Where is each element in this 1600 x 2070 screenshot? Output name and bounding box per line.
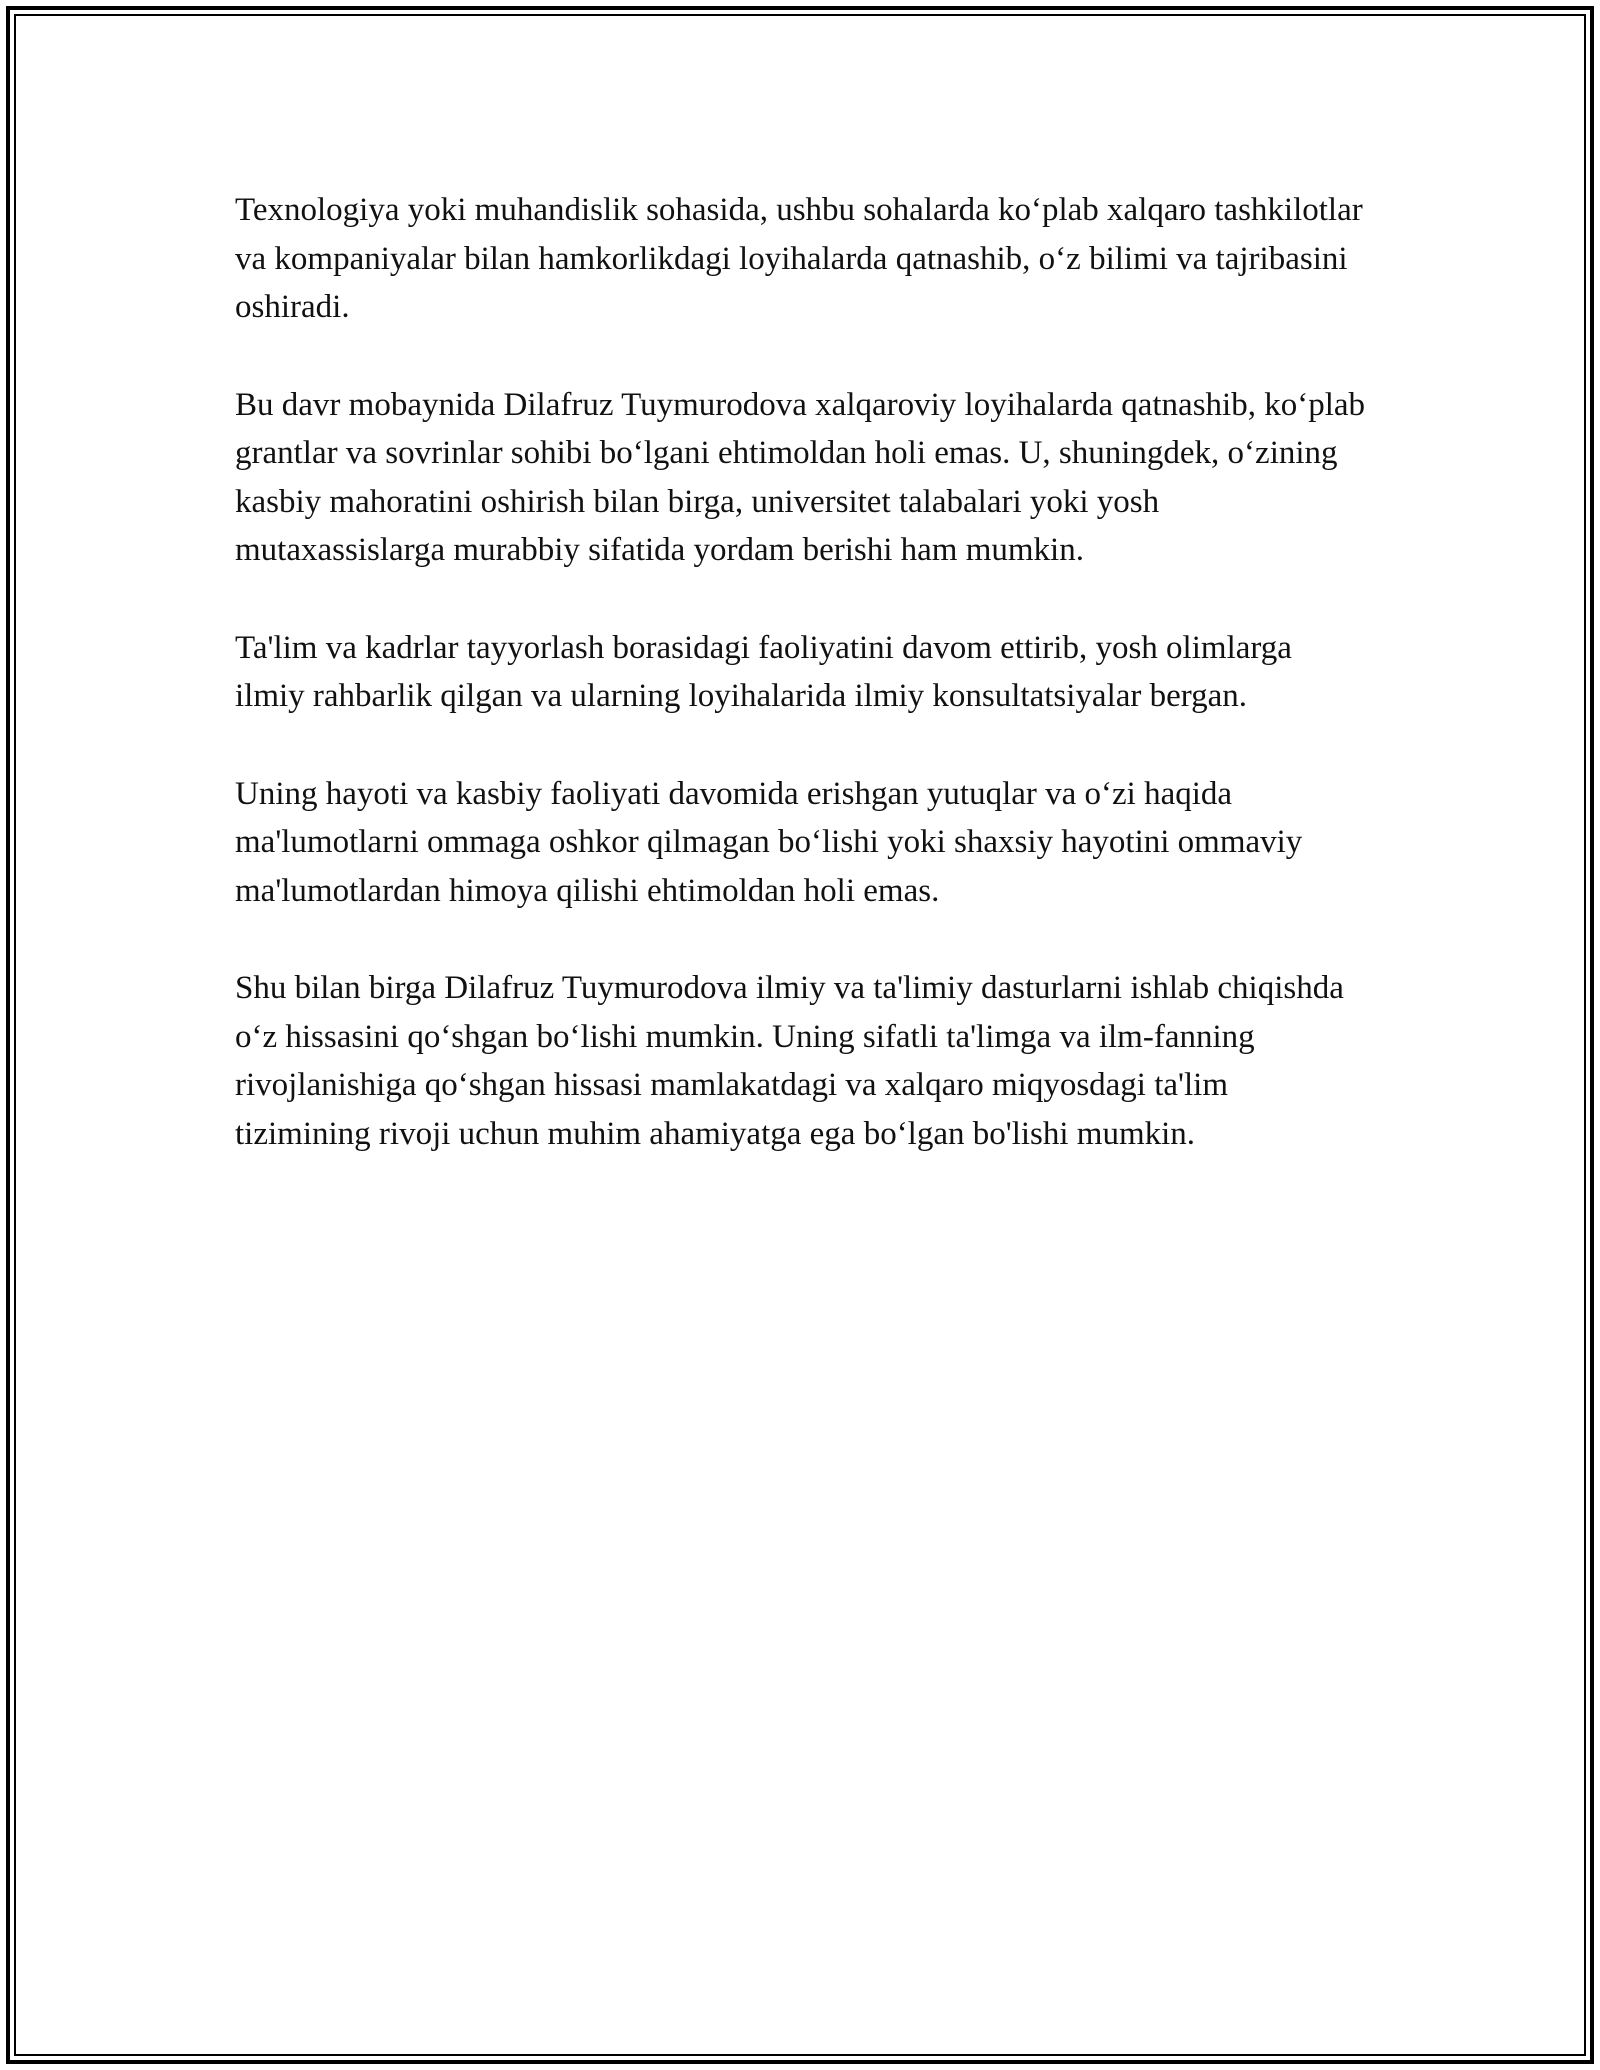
document-body (235, 186, 1365, 1207)
paragraph-5: Shu bilan birga Dilafruz Tuymurodova ilmiy va ta'limiy dasturlarni ishlab chiqishda o‘z hissasini qo‘shgan bo‘lishi mumkin. Uning sifatli ta'limga va ilm-fanning rivojlanishiga qo‘shgan hissasi mamlakatdagi va xalqaro miqyosdagi ta'lim tizimining rivoji uchun muhim ahamiyatga ega bo‘lgan bo'lishi mumkin. (235, 970, 1344, 1152)
paragraph-2: Bu davr mobaynida Dilafruz Tuymurodova xalqaroviy loyihalarda qatnashib, ko‘plab grantlar va sovrinlar sohibi bo‘lgani ehtimoldan holi emas. U, shuningdek, o‘zining kasbiy mahoratini oshirish bilan birga, universitet talabalari yoki yosh mutaxassislarga murabbiy sifatida yordam berishi ham mumkin. (235, 386, 1366, 568)
paragraph-4: Uning hayoti va kasbiy faoliyati davomida erishgan yutuqlar va o‘zi haqida ma'lumotlarni ommaga oshkor qilmagan bo‘lishi yoki shaxsiy hayotini ommaviy ma'lumotlardan himoya qilishi ehtimoldan holi emas. (235, 775, 1303, 909)
paragraph-3: Ta'lim va kadrlar tayyorlash borasidagi faoliyatini davom ettirib, yosh olimlarga ilmiy rahbarlik qilgan va ularning loyihalarida ilmiy konsultatsiyalar bergan. (235, 629, 1292, 714)
paragraph-1: Texnologiya yoki muhandislik sohasida, ushbu sohalarda ko‘plab xalqaro tashkilotlar va kompaniyalar bilan hamkorlikdagi loyihalarda qatnashib, o‘z bilimi va tajribasini oshiradi. (235, 192, 1363, 325)
